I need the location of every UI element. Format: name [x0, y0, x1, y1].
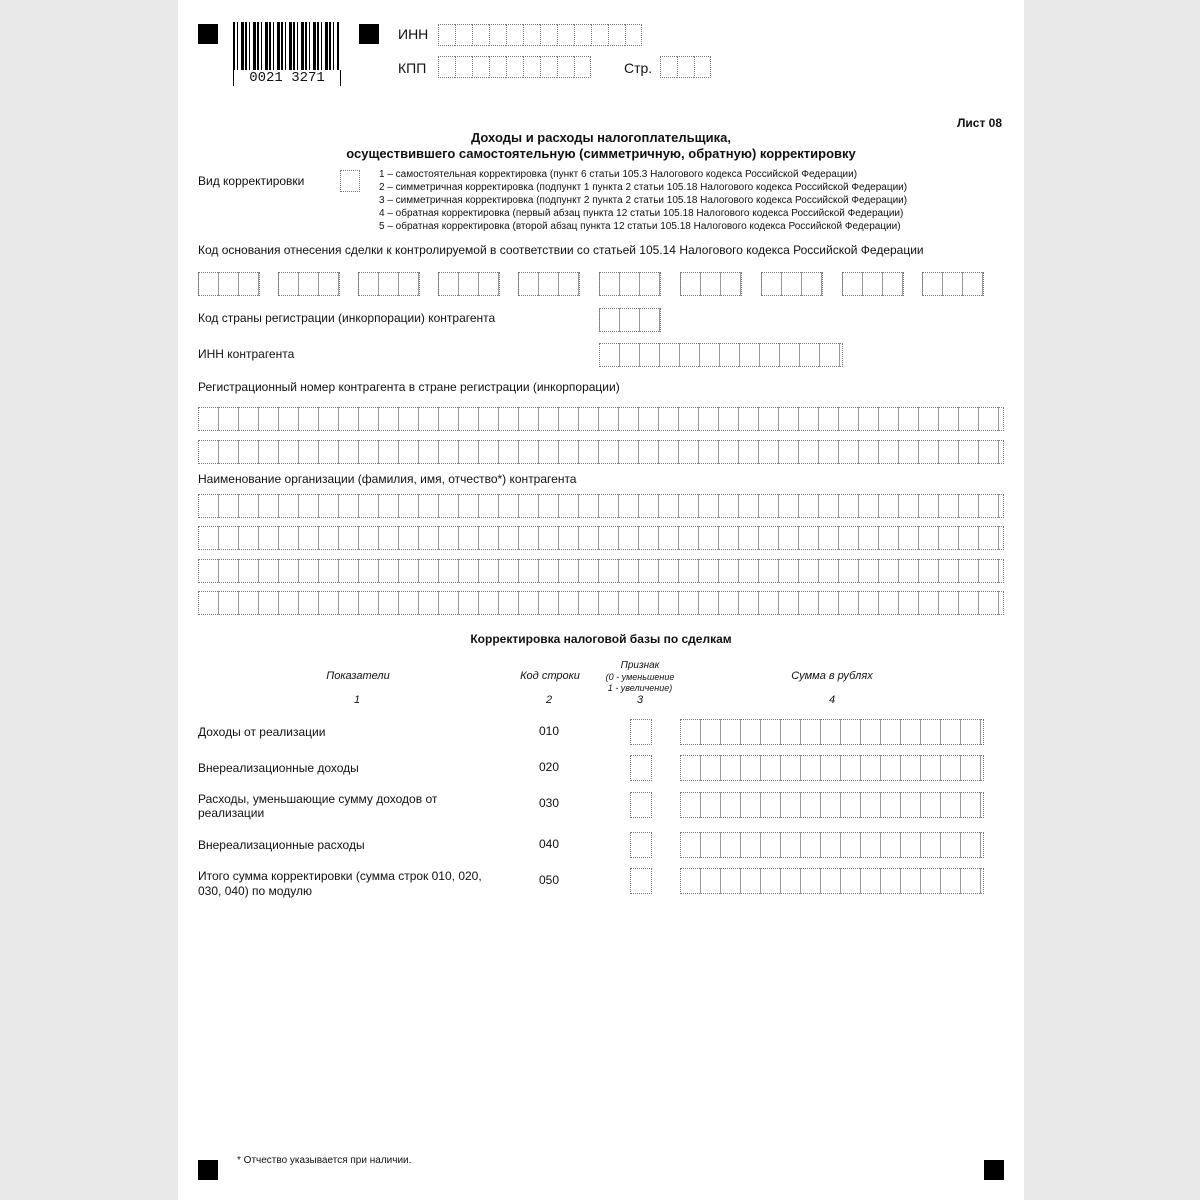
org-name-row-1[interactable]	[198, 494, 1004, 518]
row-040-sign-cell[interactable]	[630, 832, 652, 854]
row-050-sum-cells[interactable]	[680, 868, 984, 894]
org-name-row-2[interactable]	[198, 526, 1004, 550]
row-030-label-line1: Расходы, уменьшающие сумму доходов от	[198, 792, 438, 806]
form-title-line1: Доходы и расходы налогоплательщика,	[471, 130, 731, 145]
kpp-cells[interactable]	[438, 56, 591, 78]
correction-type-label: Вид корректировки	[198, 174, 305, 188]
row-010-sum-cells[interactable]	[680, 719, 984, 745]
correction-option-2: 2 – симметричная корректировка (подпункт 1 пункта 2 статьи 105.18 Налогового кодекса Российской Федерации)	[379, 182, 908, 193]
basis-code-group-9[interactable]	[842, 272, 904, 296]
basis-code-group-10[interactable]	[922, 272, 984, 296]
registration-mark-top-left	[198, 24, 218, 44]
row-030-sum-cells[interactable]	[680, 792, 984, 818]
row-020-sign-cell[interactable]	[630, 755, 652, 777]
page-label: Стр.	[624, 60, 653, 76]
row-030-label-line2: реализации	[198, 806, 265, 820]
row-030-code: 030	[539, 796, 560, 810]
basis-code-group-1[interactable]	[198, 272, 260, 296]
footnote: * Отчество указывается при наличии.	[237, 1155, 412, 1166]
row-050-code: 050	[539, 873, 560, 887]
row-030-sign-cell[interactable]	[630, 792, 652, 814]
org-name-row-3[interactable]	[198, 559, 1004, 583]
reg-number-label: Регистрационный номер контрагента в стране регистрации (инкорпорации)	[198, 380, 620, 394]
col-header-indicators: Показатели	[326, 670, 390, 682]
basis-code-group-3[interactable]	[358, 272, 420, 296]
row-040-sum-cells[interactable]	[680, 832, 984, 858]
basis-code-group-4[interactable]	[438, 272, 500, 296]
col-number-1: 1	[354, 694, 361, 706]
row-050-label-line1: Итого сумма корректировки (сумма строк 010, 020,	[198, 869, 482, 883]
row-040-label: Внереализационные расходы	[198, 838, 365, 852]
col-header-sign-note-2: 1 - увеличение)	[607, 683, 673, 693]
basis-code-group-2[interactable]	[278, 272, 340, 296]
col-header-sum: Сумма в рублях	[791, 670, 873, 682]
basis-code-group-5[interactable]	[518, 272, 580, 296]
col-number-4: 4	[829, 694, 836, 706]
reg-number-row-2[interactable]	[198, 440, 1004, 464]
basis-code-group-8[interactable]	[761, 272, 823, 296]
page-cells[interactable]	[660, 56, 711, 78]
reg-number-row-1[interactable]	[198, 407, 1004, 431]
sheet-label: Лист 08	[957, 116, 1003, 130]
row-010-code: 010	[539, 724, 560, 738]
row-050-label-line2: 030, 040) по модулю	[198, 884, 312, 898]
inn-cells[interactable]	[438, 24, 642, 46]
barcode-number: 0021 3271	[233, 70, 341, 86]
country-code-label: Код страны регистрации (инкорпорации) контрагента	[198, 311, 496, 325]
basis-code-group-6[interactable]	[599, 272, 661, 296]
inn-label: ИНН	[398, 26, 429, 42]
country-code-field[interactable]	[599, 308, 661, 332]
col-header-code: Код строки	[520, 670, 580, 682]
col-header-sign-note-1: (0 - уменьшение	[605, 672, 675, 682]
form-title-line2: осуществившего самостоятельную (симметричную, обратную) корректировку	[346, 146, 856, 161]
org-name-row-4[interactable]	[198, 591, 1004, 615]
counterparty-inn-field[interactable]	[599, 343, 843, 367]
col-number-2: 2	[546, 694, 553, 706]
registration-mark-bottom-right	[984, 1160, 1004, 1180]
row-010-label: Доходы от реализации	[198, 725, 326, 739]
row-010-sign-cell[interactable]	[630, 719, 652, 741]
row-020-label: Внереализационные доходы	[198, 761, 359, 775]
row-020-code: 020	[539, 760, 560, 774]
correction-option-4: 4 – обратная корректировка (первый абзац пункта 12 статьи 105.18 Налогового кодекса Российской Федерации)	[379, 208, 904, 219]
org-name-label: Наименование организации (фамилия, имя, отчество*) контрагента	[198, 472, 577, 486]
correction-type-cell[interactable]	[340, 170, 360, 192]
basis-code-group-7[interactable]	[680, 272, 742, 296]
registration-mark-top-mid	[359, 24, 379, 44]
col-header-sign: Признак	[620, 660, 660, 671]
row-020-sum-cells[interactable]	[680, 755, 984, 781]
row-050-sign-cell[interactable]	[630, 868, 652, 890]
registration-mark-bottom-left	[198, 1160, 218, 1180]
barcode	[233, 22, 339, 74]
correction-option-5: 5 – обратная корректировка (второй абзац пункта 12 статьи 105.18 Налогового кодекса Российской Федерации)	[379, 221, 901, 232]
row-040-code: 040	[539, 837, 560, 851]
counterparty-inn-label: ИНН контрагента	[198, 347, 295, 361]
correction-option-1: 1 – самостоятельная корректировка (пункт 6 статьи 105.3 Налогового кодекса Российской Федерации)	[379, 169, 858, 180]
kpp-label: КПП	[398, 60, 427, 76]
correction-option-3: 3 – симметричная корректировка (подпункт 2 пункта 2 статьи 105.18 Налогового кодекса Российской Федерации)	[379, 195, 908, 206]
col-number-3: 3	[637, 694, 644, 706]
table-title: Корректировка налоговой базы по сделкам	[470, 632, 732, 646]
basis-code-label: Код основания отнесения сделки к контролируемой в соответствии со статьей 105.14 Налогового кодекса Российской Федерации	[198, 243, 924, 257]
